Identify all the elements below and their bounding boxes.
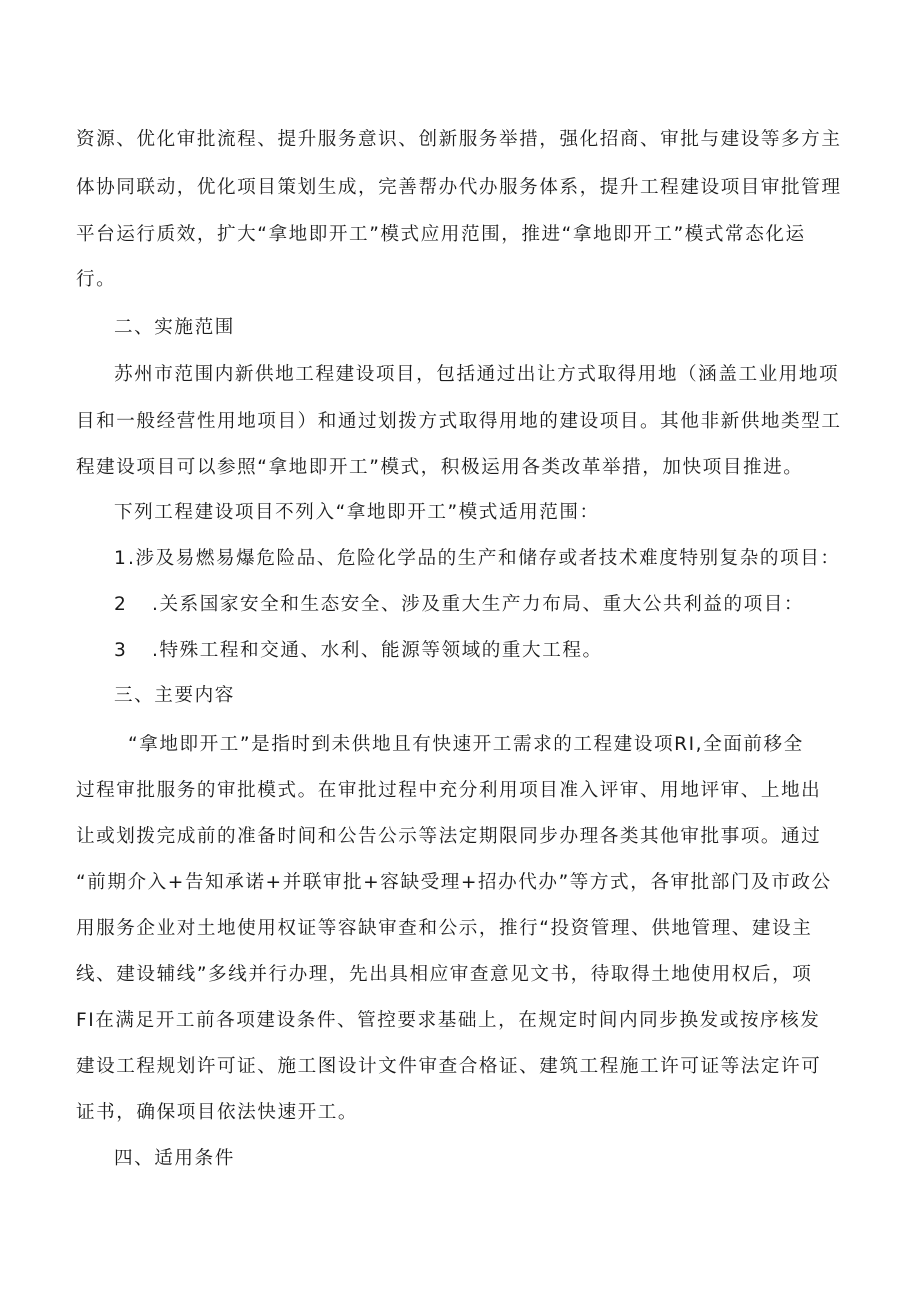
- paragraph-line: 程建设项目可以参照“拿地即开工”模式，积极运用各类改革举措，加快项目推进。: [76, 457, 804, 478]
- paragraph-line: 证书，确保项目依法快速开工。: [76, 1102, 359, 1123]
- section-heading-content: 三、主要内容: [114, 685, 235, 706]
- list-item-text: .关系国家安全和生态安全、涉及重大生产力布局、重大公共利益的项目：: [152, 594, 805, 615]
- paragraph-line: 下列工程建设项目不列入“拿地即开工”模式适用范围：: [114, 502, 600, 523]
- list-item-number: 1: [114, 548, 128, 569]
- paragraph-line: 过程审批服务的审批模式。在审批过程中充分利用项目准入评审、用地评审、上地出: [76, 780, 822, 801]
- paragraph-line: 线、建设辅线”多线并行办理，先出具相应审查意见文书，待取得土地使用权后，项: [76, 964, 813, 985]
- list-item-number: 3: [114, 640, 128, 661]
- paragraph-line: 平台运行质效，扩大“拿地即开工”模式应用范围，推进“拿地即开工”模式常态化运: [76, 224, 806, 245]
- paragraph-line: 体协同联动，优化项目策划生成，完善帮办代办服务体系，提升工程建设项目审批管理: [76, 177, 842, 198]
- paragraph-line: “前期介入+告知承诺+并联审批+容缺受理+招办代办”等方式，各审批部门及市政公: [76, 872, 832, 893]
- list-item: [114, 547, 841, 571]
- section-heading-scope: 二、实施范围: [114, 317, 235, 338]
- paragraph-line: “拿地即开工”是指时到未供地且有快速开工需求的工程建设项RI,全面前移全: [128, 734, 804, 755]
- paragraph-line: 资源、优化审批流程、提升服务意识、创新服务举措，强化招商、审批与建设等多方主: [76, 129, 842, 150]
- list-item-text: .涉及易燃易爆危险品、危险化学品的生产和储存或者技术难度特别复杂的项目：: [128, 548, 841, 569]
- list-item-number: 2: [114, 594, 128, 615]
- paragraph-line: 让或划拨完成前的准备时间和公告公示等法定期限同步办理各类其他审批事项。通过: [76, 826, 822, 847]
- paragraph-line: FI在满足开工前各项建设条件、管控要求基础上，在规定时间内同步换发或按序核发: [76, 1010, 821, 1031]
- list-item-text: .特殊工程和交通、水利、能源等领域的重大工程。: [152, 640, 603, 661]
- paragraph-line: 行。: [76, 269, 117, 290]
- section-heading-conditions: 四、适用条件: [114, 1148, 235, 1169]
- paragraph-line: 建设工程规划许可证、施工图设计文件审查合格证、建筑工程施工许可证等法定许可: [76, 1056, 822, 1077]
- list-item: [114, 639, 603, 663]
- paragraph-line: 苏州市范围内新供地工程建设项目，包括通过出让方式取得用地（涵盖工业用地项: [114, 364, 840, 385]
- list-item: [114, 593, 804, 617]
- paragraph-line: 用服务企业对土地使用权证等容缺审查和公示，推行“投资管理、供地管理、建设主: [76, 918, 813, 939]
- paragraph-line: 目和一般经营性用地项目）和通过划拨方式取得用地的建设项目。其他非新供地类型工: [76, 411, 842, 432]
